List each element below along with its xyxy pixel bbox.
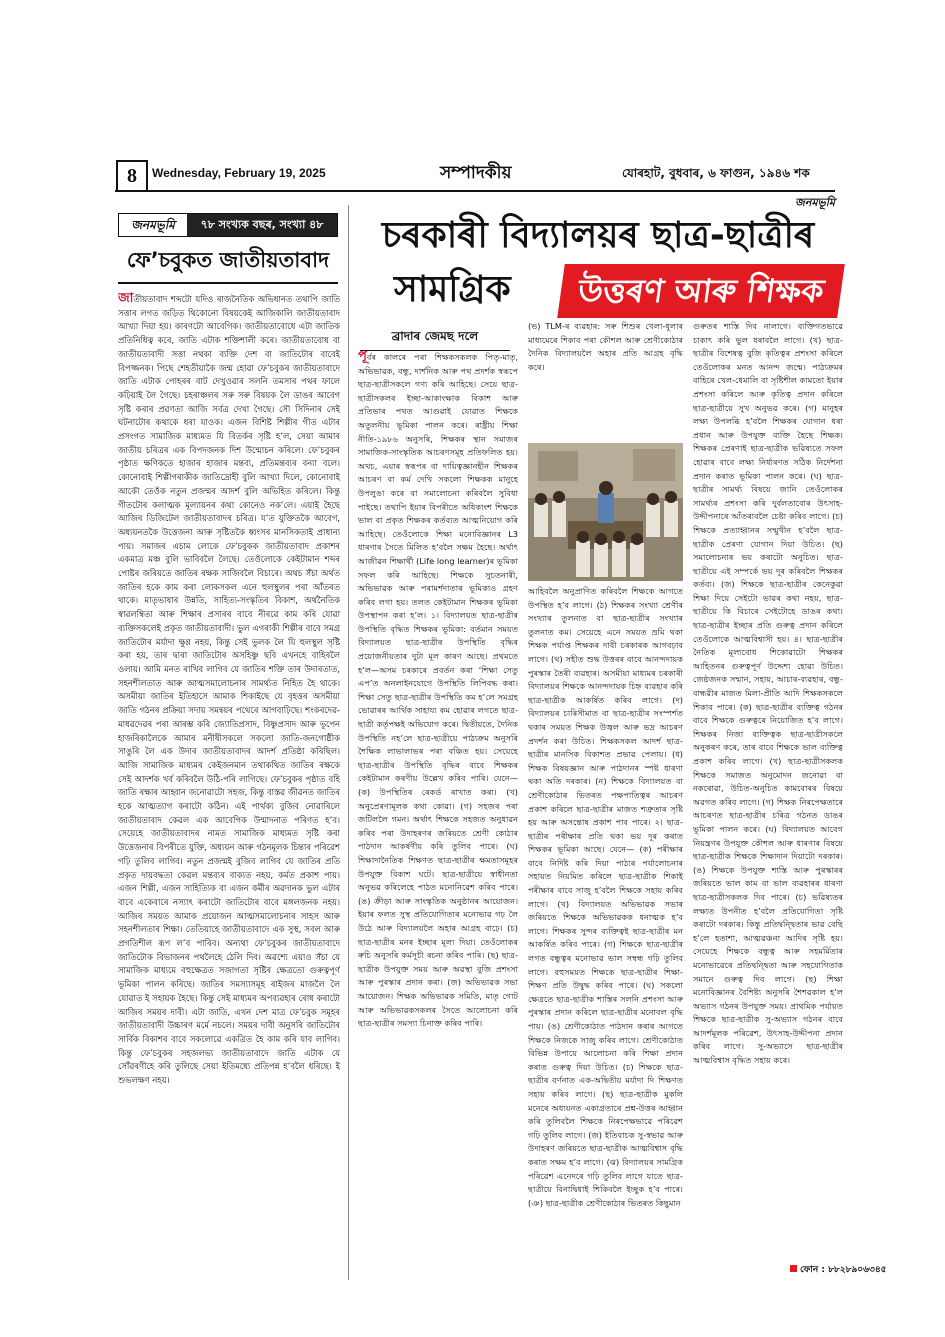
article-column-1 bbox=[358, 350, 518, 1278]
page-number: 8 bbox=[116, 160, 148, 192]
phone-text: ফোন : ৮৮২৮৯০৬৩৪৫ bbox=[800, 1265, 887, 1275]
editorial-rule bbox=[118, 282, 338, 284]
classroom-photo bbox=[528, 443, 683, 581]
section-title: সম্পাদকীয় bbox=[440, 163, 512, 183]
article-drop-letter: পূ bbox=[358, 350, 367, 364]
column-divider bbox=[348, 205, 349, 1280]
sidebar-masthead bbox=[118, 213, 338, 237]
headline-line2: সামগ্ৰিক bbox=[394, 269, 511, 310]
sidebar-logo: জনমভূমি bbox=[131, 218, 175, 232]
article-col3-text: গুৰুতৰ শাস্তি দিব নালাগে। ব্যক্তিগতভাৱে চাকাৎ কৰি ভুল ধৰাবলৈ লাগে। (খ) ছাত্ৰ-ছাত্ৰীৰ বিশেষত্ব বুজি কৃতিত্বৰ প্ৰশংসা কৰিলে তেওঁলোকৰ মনত আনন্দ জন্মে। পাঠ্যক্ৰমৰ বাহিৰে খেল-ধেমালি বা সৃষ্টিশীল কামতো ইয়াৰ প্ৰশংসা কৰিলে আৰু কৃতিত্ব প্ৰদান কৰিলে ছাত্ৰ-ছাত্ৰীয়ে সুখ অনুভৱ কৰে। (গ) মানুহৰ লক্ষ্য উপলব্ধি হ’বলৈ শিক্ষকৰ যোগান ধৰা প্ৰধান আৰু উপযুক্ত ব্যক্তি হৈছে শিক্ষক। শিক্ষকৰ প্ৰেৰণাই ছাত্ৰ-ছাত্ৰীক ভৱিষ্যতে সফল হোৱাৰ বাবে লক্ষ্য নিৰ্ধাৰণত সঠিক নিৰ্দেশনা প্ৰদান কৰাত ভূমিকা পালন কৰে। (ঘ) ছাত্ৰ-ছাত্ৰীৰ সামৰ্থ্য বিষয়ে জানি তেওঁলোকৰ সামৰ্থ্যৰ প্ৰশংসা কৰি দুৰ্বলতাবোৰ উৎসাহ-উদ্দীপনাৰে আঁতৰাবলৈ চেষ্টা কৰিব লাগে। (চ) শিক্ষকে প্ৰত্যাহ্বানৰ সন্মুখীন হ’বলৈ ছাত্ৰ-ছাত্ৰীক প্ৰেৰণা যোগান দিয়া উচিত। (ছ) সমালোচনাৰ ভয় কৰাটো অনুচিত। ছাত্ৰ-ছাত্ৰীয়ে এই সম্পৰ্কে ভয় দূৰ কৰিবলৈ শিক্ষকৰ কৰ্তব্য। (জ) শিক্ষকে ছাত্ৰ-ছাত্ৰীৰ কেনেকুৱা শিক্ষা দিয়ে সেইটো ভাৱৰ কথা নহয়, ছাত্ৰ-ছাত্ৰীয়ে কি বিচাৰে সেইটোহে ডাঙৰ কথা। ছাত্ৰ-ছাত্ৰীৰ ইচ্ছাৰ প্ৰতি গুৰুত্ব প্ৰদান কৰিলে তেওঁলোকে আত্মবিশ্বাসী হয়। ৪। ছাত্ৰ-ছাত্ৰীৰ নৈতিক মূল্যবোধ শিকোৱাটো শিক্ষকৰ আহিতনৰ গুৰুত্বপূৰ্ণ উদ্দেশ্য হোৱা উচিত। জেষ্ঠজনক সন্মান, সহায়, আচাৰ-ব্যৱহাৰ, বন্ধু-বান্ধৱীৰ মাজত মিলা-প্ৰীতি আদি শিক্ষকসকলে শিকাব পাৰে। (ক) ছাত্ৰ-ছাত্ৰীৰ ব্যক্তিত্ব গঠনৰ বাবে শিক্ষকে গুৰুত্বৰে নিয়োজিত হ’ব লাগে। শিক্ষকৰ নিজা ব্যক্তিত্বক ছাত্ৰ-ছাত্ৰীসকলে অনুকৰণ কৰে, তাৰ বাবে শিক্ষকে ভাল ব্যক্তিত্ব প্ৰকাশ কৰিব লাগে। (খ) ছাত্ৰ-ছাত্ৰীসকলক শিক্ষকে সমাজত অনুমোদন জনোৱা বা নকৰোৱা, উচিত-অনুচিত কামবোৰৰ বিষয়ে অৱগত কৰিব লাগে। (গ) শিক্ষক নিৰপেক্ষতাৰে আচৰণত ছাত্ৰ-ছাত্ৰীৰ চৰিত্ৰ গঠনত ডাঙৰ ভূমিকা পালন কৰে। (ঘ) বিদ্যালয়ত আবেগ নিয়ন্ত্ৰণৰ উপযুক্ত কৌশল আৰু ধাৰণাৰ বিষয়ে ছাত্ৰ-ছাত্ৰীক শিক্ষকে শিক্ষাদান দিয়াটো দৰকাৰ। (ঙ) শিক্ষকে উপযুক্ত শাস্তি আৰু পুৰস্কাৰৰ জৰিয়তে ভাল কাম বা ভাল ব্যৱহাৰৰ ধাৰণা ছাত্ৰ-ছাত্ৰীসকলক দিব পাৰে। (চ) ভৱিষ্যতৰ লক্ষ্যত উপনীত হ’বলৈ প্ৰতিযোগিতা সৃষ্টি কৰাটো দৰকাৰ। কিন্তু প্ৰতিদ্বন্দ্বিতাৰ ভাৱ বেছি হ’লে হতাশা, আত্মৱঞ্চনা আদিৰ সৃষ্টি হয়। সেয়েহে শিক্ষকে বন্ধুত্ব আৰু সহমৰ্মিতাৰ মনোভাৱেৰে প্ৰতিদ্বন্দ্বিতা আৰু সহযোগিতাক সমানে গুৰুত্ব দিব লাগে। (ছ) শিক্ষা মনোবিজ্ঞানৰ বৈশিষ্ট্য অনুসৰি শৈশৱকাল হ’ল অভ্যাস গঠনৰ উপযুক্ত সময়। প্ৰাথমিক পৰ্যায়ত শিক্ষকে ছাত্ৰ-ছাত্ৰীক সু-অভ্যাস গঠনৰ বাবে আদৰ্শমূলক পৰিৱেশ, উৎসাহ-উদ্দীপনা প্ৰদান কৰিব লাগে। সু-অভ্যাসে ছাত্ৰ-ছাত্ৰীৰ আত্মবিশ্বাস বৃদ্ধিত সহায় কৰে। bbox=[693, 321, 843, 1066]
editorial-text: তীয়তাবাদ শব্দটো যদিও ৰাজনৈতিক অভিধানত তথাপি জাতি সত্তাৰ লগত জড়িত থিকোনো বিষয়কেই আজিকালি জাতীয়তাবাদ আখ্যা দিয়া হয়। কাৰণটো আবেগিক। জাতীয়তাবোধে এটা জাতিক প্ৰতিনিধিত্ব কৰে, জাতি এটাক শক্তিশালী কৰে। জাতীয়তাবোধ বা জাতীয়তাবাদী সত্তা নথকা ব্যক্তি দেশ বা জাতিটোৰ বাবেই বিপজ্জনক। পিছে শেহতীয়াকৈ জন্ম হোৱা ফে’চবুকৰ জাতীয়তাবাদে জাতি এটাক পোহৰৰ বাট দেখুওৱাৰ সলনি তমসাৰ পথৰ ফালে কঢ়িয়াই লৈ গৈছে। চহৰাঞ্চলৰ সৰু সৰু বিষয়ক লৈ ডাঙৰ আবেগ সৃষ্টি কৰাৰ প্ৰৱণতা আজি সৰ্বত্ৰ দেখা গৈছে। সৌ সিদিনাৰ সেই ঘটনাটোৰ কথাকে ধৰা যাওক। এজন বিশিষ্ট শিল্পীৰ গীত এটাৰ প্ৰসংগত সামাজিক মাধ্যমত যি বিতৰ্কৰ সৃষ্টি হ’ল, সেয়া আমাৰ জাতীয় চৰিত্ৰৰ এক বিপদজনক দিশ উন্মোচন কৰিলে। ফে’চবুকৰ পৃষ্ঠাত ক্ষণিকতে হাজাৰ হাজাৰ মন্তব্য, প্ৰতিমন্তব্যৰ বন্যা বলে। কোনোবাই শিল্পীগৰাকীক জাতিদ্ৰোহী বুলি আখ্যা দিলে, কোনোবাই আকৌ তেওঁক নতুন প্ৰজন্মৰ আদৰ্শ বুলি অভিহিত কৰিলে। কিন্তু গীতটোৰ কলাত্মক মূল্যায়নৰ কথা কোনেও নক’লে। এয়াই হৈছে আজিৰ ডিজিটেল জাতীয়তাবাদৰ চৰিত্ৰ। য’ত যুক্তিতকৈ আবেগ, অধ্যয়নতকৈ উত্তেজনা আৰু সৃষ্টিতকৈ ধ্বংসৰ মানসিকতাই প্ৰাধান্য পায়। সমাজৰ এচাম লোকে ফে’চবুকক জাতীয়তাবাদ প্ৰকাশৰ একমাত্ৰ মঞ্চ বুলি ভাবিবলৈ লৈছে। তেওঁলোকে কেইটামান শব্দৰ পোষ্টৰ জৰিয়তে জাতিৰ ৰক্ষক সাজিবলৈ বিচাৰে। অথচ সঁচা অৰ্থত জাতিৰ হকে কাম কৰা লোকসকল এনে হুলস্থুলৰ পৰা আঁতৰত থাকে। মাতৃভাষাৰ উন্নতি, সাহিত্য-সংস্কৃতিৰ বিকাশ, অৰ্থনৈতিক স্বাৱলম্বিতা আৰু শিক্ষাৰ প্ৰসাৰৰ বাবে নীৰৱে কাম কৰি যোৱা ব্যক্তিসকলেই প্ৰকৃত জাতীয়তাবাদী। ভুল এগৰাকী শিল্পীৰ বাবে সমগ্ৰ জাতিটোৰ মৰ্যাদা ক্ষুণ্ণ নহয়, কিন্তু সেই ভুলক লৈ যি হুলস্থুল সৃষ্টি কৰা হয়, তাৰ দ্বাৰা জাতিটোৰ অসহিষ্ণু ছবি এখনহে বাহিৰলৈ ওলায়। আমি মনত ৰাখিব লাগিব যে জাতিৰ শক্তি তাৰ উদাৰতাত, সহনশীলতাত আৰু আত্মসমালোচনাৰ সামৰ্থ্যত নিহিত হৈ থাকে। অসমীয়া জাতিৰ ইতিহাসে আমাক শিকাইছে যে বৃহত্তৰ অসমীয়া জাতি গঠনৰ প্ৰক্ৰিয়া সদায় সমন্বয়ৰ পথেৰে আগবাঢ়িছে। শংকৰদেৱ-মাধৱদেৱৰ পৰা আৰম্ভ কৰি জ্যোতিপ্ৰসাদ, বিষ্ণুপ্ৰসাদ আৰু ভূপেন হাজৰিকালৈকে আমাৰ মনীষীসকলে সকলো জাতি-জনগোষ্ঠীক সাঙুৰি লৈ এক উদাৰ জাতীয়তাবাদৰ আদৰ্শ প্ৰতিষ্ঠা কৰিছিল। আজি সামাজিক মাধ্যমৰ কেইজনমান তথাকথিত জাতিৰ ৰক্ষকে সেই আদৰ্শক খৰ্ব কৰিবলৈ উঠি-পৰি লাগিছে। ফে’চবুকৰ পৃষ্ঠাত বহি জাতি ৰক্ষাৰ আহ্বান জনোৱাটো সহজ, কিন্তু বাস্তৱ জীৱনত জাতিৰ হকে আত্মত্যাগ কৰাটো কঠিন। এই পাৰ্থক্য বুজিব নোৱাৰিলে জাতীয়তাবাদ কেৱল এক আবেগিক উন্মাদনাত পৰিণত হ’ব। সেয়েহে জাতীয়তাবাদৰ নামত সামাজিক মাধ্যমত সৃষ্টি কৰা উত্তেজনাৰ বিপৰীতে যুক্তি, অধ্যয়ন আৰু গঠনমূলক চিন্তাৰ পৰিৱেশ গঢ়ি তুলিব লাগিব। নতুন প্ৰজন্মই বুজিব লাগিব যে জাতিৰ প্ৰতি প্ৰকৃত দায়বদ্ধতা কেৱল মন্তব্যৰ বাক্যত নহয়, কৰ্মত প্ৰকাশ পায়। এজন শিল্পী, এজন সাহিত্যিক বা এজন কৰ্মীৰ অৱদানক ভুল এটাৰ বাবে একেবাৰে নস্যাৎ কৰাটো জাতিটোৰ বাবে মঙ্গলজনক নহয়। আজিৰ সময়ত আমাক প্ৰয়োজন আত্মসমালোচনাৰ সাহস আৰু সহনশীলতাৰ শিক্ষা। তেতিয়াহে জাতীয়তাবাদে এক সুস্থ, সবল আৰু প্ৰগতিশীল ৰূপ ল’ব পাৰিব। অন্যথা ফে’চবুকৰ জাতীয়তাবাদে জাতিটোক বিভাজনৰ পথলৈহে ঠেলি দিব। অৱশ্যে এয়াও সঁচা যে সামাজিক মাধ্যমে বহুক্ষেত্ৰত সজাগতা সৃষ্টিৰ ক্ষেত্ৰতো গুৰুত্বপূৰ্ণ ভূমিকা পালন কৰিছে। জাতিৰ সমস্যাসমূহ ৰাইজৰ মাজলৈ লৈ যোৱাত ই সহায়ক হৈছে। কিন্তু সেই মাধ্যমৰ অপব্যৱহাৰ ৰোধ কৰাটো আজিৰ সময়ৰ দাবী। এটা জাতি, এখন দেশ মাত্ৰ ফে’চবুক সমূহৰ জাতীয়তাবাদী উচ্চাৰণ মৰ্মে নচলে। সময়ৰ দাবী অনুসৰি জাতিটোৰ সাৰ্বিক বিকাশৰ বাবে সকলোৱে একত্ৰিত হৈ কাম কৰি যাব লাগিব। কিন্তু ফে’চবুকৰ সহজলভ্য জাতীয়তাবাদে জাতি এটাক যে সোঁৱৰণীহে কৰি তুলিছে সেয়া ইতিমধ্যে প্ৰতিপন্ন হ’বলৈ ধৰিছে। ই শুভলক্ষণ নহয়। bbox=[118, 294, 340, 1086]
issue-date: Wednesday, February 19, 2025 bbox=[152, 166, 326, 180]
article-col2-text: আহিবলৈ অনুপ্ৰাণিত কৰিবলৈ শিক্ষকে আগতে উপস্থিত হ’ব লাগে। (ঠ) শিক্ষকৰ সংখ্যা শ্ৰেণীৰ সংখ্যাৰ তুলনাত বা ছাত্ৰ-ছাত্ৰীৰ সংখ্যাৰ তুলনাত কম। সেয়েহে এনে সময়ত ভ্ৰমি থকা শিক্ষক পৰ্যাপ্ত শিক্ষকৰ দাবী চৰকাৰক আগবঢ়াব লাগে। (থ) সহীত শুদ্ধ উত্তৰৰ বাবে আনন্দদায়ক পুৰস্কাৰ তৈৰী ব্যৱহাৰ। অসমীয়া মাধ্যমৰ চৰকাৰী বিদ্যালয়ৰ শিক্ষকে আনন্দদায়ক চিহ্ন ব্যৱহাৰ কৰি ছাত্ৰ-ছাত্ৰীক আকৰ্ষিত কৰিব লাগে। (দ) বিদ্যালয়ৰ চাৰিসীমাত বা ছাত্ৰ-ছাত্ৰীৰ সংস্পৰ্শত থকাৰ সময়ত শিক্ষক উজ্বল আৰু ভদ্ৰ আচৰণ প্ৰদৰ্শন কৰা উচিত। শিক্ষকসকল আদৰ্শ ছাত্ৰ-ছাত্ৰীৰ মানসিক বিকাশত প্ৰভাৱ পেলায়। (ধ) শিক্ষক বিষয়জ্ঞান আৰু পাঠদানৰ স্পষ্ট ধাৰণা থকা অতি দৰকাৰ। (ন) শিক্ষকে বিদ্যালয়ত বা শ্ৰেণীকোঠাৰ ভিতৰত পক্ষপাতিত্বৰ আচৰণ প্ৰকাশ কৰিলে ছাত্ৰ-ছাত্ৰীৰ মাজত শত্ৰুতাৰ সৃষ্টি হয় আৰু অসন্তোষ প্ৰকাশ পাব পাৰে। ২। ছাত্ৰ-ছাত্ৰীৰ পৰীক্ষাৰ প্ৰতি থকা ভয় দূৰ কৰাত শিক্ষকৰ ভূমিকা আছে। যেনে— (ক) পৰীক্ষাৰ বাবে নিৰ্দিষ্ট কৰি দিয়া পাঠ্যৰ পৰ্যালোচনাৰ সহায়ত নিয়মিত কৰিলে ছাত্ৰ-ছাত্ৰীক শিকাই পৰীক্ষাৰ বাবে সাজু হ’বলৈ শিক্ষকে সহায় কৰিব লাগে। (খ) বিদ্যালয়ত অভিভাৱক সভাৰ জৰিয়তে শিক্ষকে অভিভাৱকক ধনাত্মক হ’ব লাগে। শিক্ষকৰ সুন্দৰ ব্যক্তিত্বই ছাত্ৰ-ছাত্ৰীৰ মন আকৰ্ষিত কৰিব পাৰে। (গ) শিক্ষকে ছাত্ৰ-ছাত্ৰীৰ লগত বন্ধুত্বৰ মনোভাৱ ভাল সম্বন্ধ গঢ়ি তুলিব লাগে। বহুসময়ত শিক্ষকে ছাত্ৰ-ছাত্ৰীৰ শিক্ষা-শিক্ষণ প্ৰতি উদ্বুদ্ধ কৰিব পাৰে। (ঘ) সকলো ক্ষেত্ৰতে ছাত্ৰ-ছাত্ৰীক শাস্তিৰ সলনি প্ৰশংসা আৰু পুৰস্কাৰ প্ৰদান কৰিলে ছাত্ৰ-ছাত্ৰীৰ মনোবল বৃদ্ধি পায়। (ঙ) শ্ৰেণীকোঠাত পাঠদান কৰাৰ আগতে শিক্ষকে নিজকে সাজু কৰিব লাগে। শ্ৰেণীকোঠাত বিভিন্ন উপায়ে আলোচনা কৰি শিক্ষা প্ৰদান কৰাত গুৰুত্ব দিয়া উচিত। (চ) শিক্ষকে ছাত্ৰ-ছাত্ৰীৰ বৰ্ণনাত এক-অদ্বিতীয় মৰ্যাদা দি শিক্ষণত সহায় কৰিব লাগে। (ছ) ছাত্ৰ-ছাত্ৰীক মুকলি মনেৰে অধ্যয়নত একাগ্ৰতাৰে প্ৰশ্ন-উত্তৰ আহ্বান কৰি তুলিবলৈ শিক্ষকে নিৰপেক্ষভাৱে পৰিৱেশ গঢ়ি তুলিব লাগে। (জ) ইতিবাচক সু-স্বভাৱ আৰু উদাহৰণ জৰিয়তে ছাত্ৰ-ছাত্ৰীক আত্মবিশ্বাস বৃদ্ধি কৰাত সক্ষম হ’ব লাগে। (ঝ) বিদ্যালয়ৰ সামগ্ৰিক পৰিৱেশ এনেদৰে গঢ়ি তুলিব লাগে যাতে ছাত্ৰ-ছাত্ৰীয়ে বিনাদ্বিধাই শিকিবলৈ ইচ্ছুক হ’ব পাৰে। (ঞ) ছাত্ৰ-ছাত্ৰীক শ্ৰেণীকোঠাৰ ভিতৰত কিছুমান bbox=[528, 586, 683, 1208]
classroom-photo-illustration bbox=[528, 443, 683, 581]
article-column-2-top bbox=[528, 320, 683, 435]
brand-logo: জনমভূমি bbox=[795, 196, 835, 209]
article-column-2 bbox=[528, 585, 683, 1278]
drop-letter: জা bbox=[118, 292, 134, 306]
volume-info: ৭৮ সংখ্যক বছৰ, সংখ্যা ৪৮ bbox=[187, 214, 337, 236]
byline: ব্ৰাদাৰ জেমছ দলে bbox=[360, 328, 510, 351]
headline-highlight: উত্তৰণ আৰু শিক্ষক bbox=[557, 264, 845, 318]
dateline: যোৰহাট, বুধবাৰ, ৬ ফাগুন, ১৯৪৬ শক bbox=[622, 166, 810, 180]
editorial-title: ফে’চবুকত জাতীয়তাবাদ bbox=[126, 248, 330, 272]
article-col2-caption: (ভ) TLM-ৰ ব্যৱহাৰ: সৰু শিশুৰ খেলা-ধূলাৰ মাধ্যমেৰে শিকাব পৰা কৌশল আৰু শ্ৰেণীকোঠাৰ দৈনিক বিদ্যালয়লৈ অহাৰ প্ৰতি আগ্ৰহ বৃদ্ধি কৰে। bbox=[528, 321, 683, 372]
headline-line1: চৰকাৰী বিদ্যালয়ৰ ছাত্ৰ-ছাত্ৰীৰ bbox=[381, 215, 815, 256]
article-col1-text: ৰ্বৰ কালৰে পৰা শিক্ষকসকলক পিতৃ-মাতৃ, অভিভাৱক, বন্ধু, দাৰ্শনিক আৰু পথ প্ৰদৰ্শক স্বৰূপে ছাত্ৰ-ছাত্ৰীসকলে গণ্য কৰি আহিছে। সেয়ে ছাত্ৰ-ছাত্ৰীসকলৰ ইচ্ছা-আকাংক্ষাক বিকাশ আৰু প্ৰতিভাৰ পথত আগুৱাই যোৱাত শিক্ষকে অতুলনীয় ভূমিকা পালন কৰে। ৰাষ্ট্ৰীয় শিক্ষা নীতি-১৯৮৬ অনুসৰি, শিক্ষকৰ স্থান সমাজৰ সামাজিক-সাংস্কৃতিক আচৰণসমূহ প্ৰতিফলিত হয়। অথচ, এয়াৰ স্বৰূপৰ বা দায়িত্বজ্ঞানহীন শিক্ষকৰ আচৰণ বা কৰ্ম দেখি সকলো শিক্ষকক মানুহে উপলুঙা কৰে বা সমালোচনা কৰিবলৈ সুবিধা পাইছে। তথাপি ইয়াৰ বিপৰীতে অধিকাংশ শিক্ষকে ভাল বা প্ৰকৃত শিক্ষকৰ কৰ্তব্যত আত্মনিয়োগ কৰি আহিছে। তেওঁলোকে শিক্ষা মনোবিজ্ঞানৰ L3 ধাৰণাৰ সৈতে মিলিত হ’বলৈ সক্ষম হৈছে। অৰ্থাৎ আজীৱন শিক্ষাৰ্থী (Life long learner)ৰ ভূমিকা সফল কৰি আহিছে। শিক্ষকে সুচতনাৰী, অভিভাৱক আৰু পৰামৰ্শদাতাৰ ভূমিকাও গ্ৰহণ কৰিব লগা হয়। তলত কেইটামান শিক্ষকৰ ভূমিকা উপস্থাপন কৰা হ’ল। ১। বিদ্যালয়ত ছাত্ৰ-ছাত্ৰীৰ উপস্থিতি বৃদ্ধিত শিক্ষকৰ ভূমিকা: বৰ্তমান সময়ত বিদ্যালয়ত ছাত্ৰ-ছাত্ৰীৰ উপস্থিতি বৃদ্ধিৰ প্ৰয়োজনীয়তাৰ দুটা মূল কাৰণ আছে। প্ৰথমতে হ’ল—অসম চৰকাৰে প্ৰবৰ্তন কৰা ‘শিক্ষা সেতু এপ’ত অনলাইনযোগে উপস্থিতি লিপিবদ্ধ কৰা। শিক্ষা সেতু ছাত্ৰ-ছাত্ৰীৰ উপস্থিতি কম হ’লে সমগ্ৰহ ভোৱাৰৰ আৰ্থিক সাহায্য কম হোৱাৰ লগতে ছাত্ৰ-ছাত্ৰী কৰ্তৃপক্ষই অভিযোগ কৰে। দ্বিতীয়তে, দৈনিক উপস্থিতি নহ’লে ছাত্ৰ-ছাত্ৰীয়ে পাঠ্যক্ৰম অনুসৰি শৈক্ষিক লাভালাভৰ পৰা বঞ্চিত হয়। সেয়েহে ছাত্ৰ-ছাত্ৰীৰ উপস্থিতি বৃদ্ধিৰ বাবে শিক্ষকৰ কেইটামান কৰণীয় উল্লেখ কৰিব পাৰি। যেনে— (ক) উপস্থিতিৰ ৰেকৰ্ড ৰাখাত কৰা। (খ) অনুপ্ৰেৰণামূলক কথা কোৱা। (গ) সহজৰ পৰা জটিললৈ গমন। অৰ্থাৎ শিক্ষকে সহজত অনুধাৱন কৰিব পৰা উদাহৰণৰ জৰিয়তে শ্ৰেণী কোঠাৰ পাঠদান আকৰ্ষণীয় কৰি তুলিব পাৰে। (ঘ) শিক্ষাদানৈতিক শিক্ষণত ছাত্ৰ-ছাত্ৰীৰ ক্ষমতাসমূহৰ উপযুক্ত বিকাশ ঘটে। ছাত্ৰ-ছাত্ৰীয়ে স্বাধীনতা অনুভৱ কৰিলেহে পাঠত মনোনিৱেশ কৰিব পাৰে। (ঙ) ক্ৰীড়া আৰু সাংস্কৃতিক অনুষ্ঠানৰ আয়োজন। ইয়াৰ ফলত সুস্থ প্ৰতিযোগিতাৰ মনোভাৱ গঢ় লৈ উঠে আৰু বিদ্যালয়লৈ অহাৰ আগ্ৰহ বাঢ়ে। (চ) ছাত্ৰ-ছাত্ৰীৰ মনৰ ইচ্ছাৰ মূল্য দিয়া। তেওঁলোকৰ ৰুচি অনুসৰি কৰ্মসূচী ৰচনা কৰিব পাৰি। (ছ) ছাত্ৰ-ছাত্ৰীক উপযুক্ত সময় আৰু অৱস্থা বুজি প্ৰশংসা আৰু পুৰস্কাৰ প্ৰদান কৰা। (জ) অভিভাৱক সভা আয়োজন। শিক্ষক অভিভাৱক সমিতি, মাতৃ গোট আৰু অভিভাৱকসকলৰ সৈতে আলোচনা কৰি ছাত্ৰ-ছাত্ৰীৰ সমস্যা চিনাক্ত কৰিব পাৰি। bbox=[358, 352, 518, 1029]
square-bullet-icon bbox=[790, 1265, 797, 1272]
article-column-3 bbox=[693, 320, 843, 1255]
header-rule bbox=[115, 190, 835, 192]
editorial-body bbox=[118, 292, 340, 1277]
contact-phone bbox=[790, 1262, 887, 1277]
